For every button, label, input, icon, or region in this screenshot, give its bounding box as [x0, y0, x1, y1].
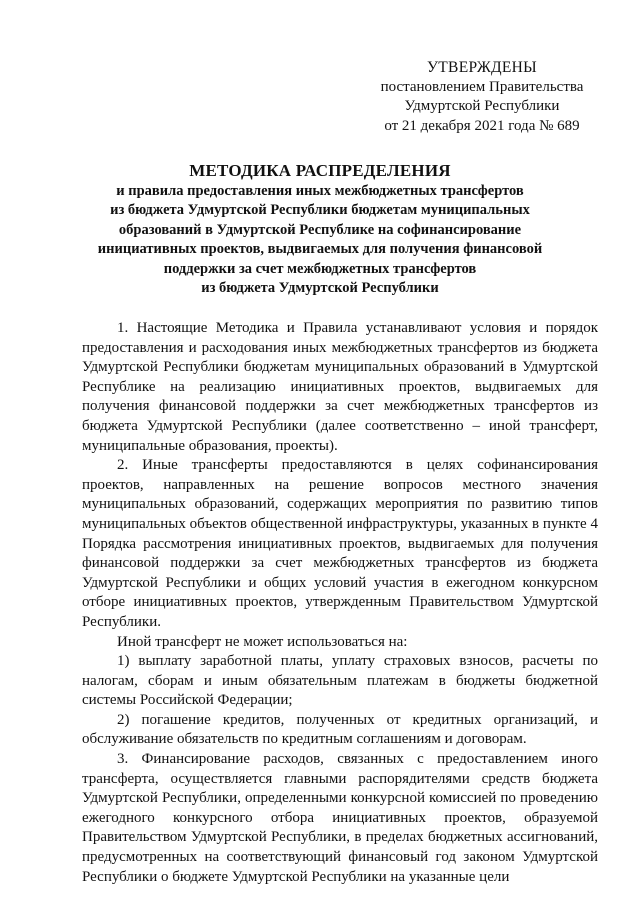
approval-stamp: УТВЕРЖДЕНЫ — [427, 59, 537, 76]
paragraph-2: 2. Иные трансферты предоставляются в целях софинансирования проектов, направленных на решение вопросов местного значения муниципальных образований, содержащих мероприятия по развитию типов муниципальных объектов общественной инфраструктуры, указанных в пункте 4 Порядка рассмотрения инициативных проектов, выдвигаемых для получения финансовой поддержки за счет межбюджетных трансфертов из бюджета Удмуртской Республики и общих условий участия в ежегодном конкурсном отборе инициативных проектов, утвержденным Правительством Удмуртской Республики. — [82, 457, 598, 630]
document-title-line: из бюджета Удмуртской Республики бюджетам муниципальных — [110, 202, 530, 219]
approval-block — [366, 58, 598, 136]
document-title-line: инициативных проектов, выдвигаемых для получения финансовой — [97, 241, 543, 258]
document-body — [82, 319, 598, 887]
paragraph-restrictions-intro: Иной трансферт не может использоваться на: — [117, 633, 408, 650]
approval-line-region: Удмуртской Республики — [404, 98, 560, 114]
paragraph-restriction-2: 2) погашение кредитов, полученных от кредитных организаций, и обслуживание обязательств по кредитным соглашениям и договорам. — [82, 711, 598, 748]
document-title-line: и правила предоставления иных межбюджетных трансфертов — [116, 183, 524, 199]
paragraph-1: 1. Настоящие Методика и Правила устанавливают условия и порядок предоставления и расходования иных межбюджетных трансфертов из бюджета Удмуртской Республики бюджетам муниципальных образований в Удмуртской Республике на реализацию инициативных проектов, выдвигаемых для получения финансовой поддержки за счет межбюджетных трансфертов из бюджета Удмуртской Республики (далее соответственно – иной трансферт, муниципальные образования, проекты). — [82, 320, 598, 454]
document-title-line: поддержки за счет межбюджетных трансфертов — [163, 260, 477, 277]
document-title-line: из бюджета Удмуртской Республики — [201, 280, 439, 297]
document-title — [90, 160, 550, 298]
paragraph-3: 3. Финансирование расходов, связанных с предоставлением иного трансферта, осуществляется главными распорядителями средств бюджета Удмуртской Республики, определенными конкурсной комиссией по проведению ежегодного конкурсного отбора инициативных проектов, образуемой Правительством Удмуртской Республики, в пределах бюджетных ассигнований, предусмотренных на соответствующий финансовый год законом Удмуртской Республики о бюджете Удмуртской Республики на указанные цели — [82, 751, 598, 885]
document-title-line: образований в Удмуртской Республике на софинансирование — [118, 221, 522, 238]
approval-line-resolution: постановлением Правительства — [380, 78, 584, 95]
paragraph-restriction-1: 1) выплату заработной платы, уплату страховых взносов, расчеты по налогам, сборам и иным обязательным платежам в бюджеты бюджетной системы Российской Федерации; — [82, 653, 598, 709]
document-title-main: МЕТОДИКА РАСПРЕДЕЛЕНИЯ — [189, 161, 451, 180]
approval-line-date: от 21 декабря 2021 года № 689 — [384, 117, 580, 134]
